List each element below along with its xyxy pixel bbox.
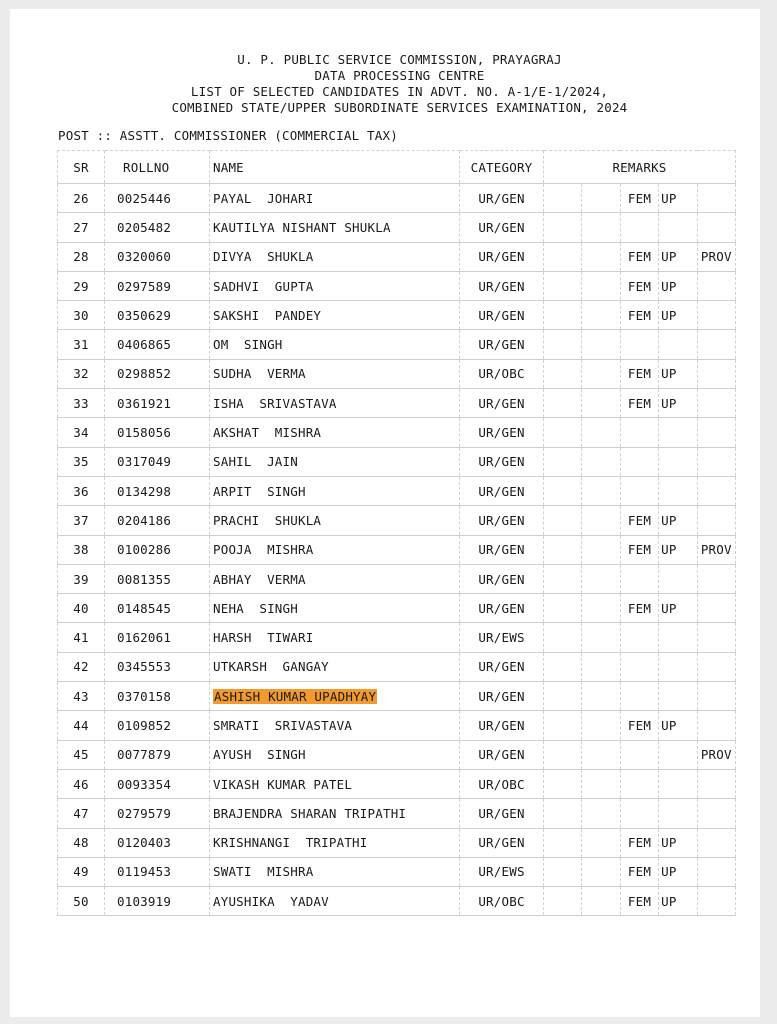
category-cell: UR/OBC <box>460 887 544 916</box>
remarks-up-cell: UP <box>659 887 697 916</box>
remarks-fem-cell: FEM <box>620 301 658 330</box>
sr-cell: 39 <box>58 564 105 593</box>
remarks-blank-cell <box>544 301 582 330</box>
remarks-fem-cell <box>620 740 658 769</box>
candidate-name: AYUSHIKA YADAV <box>213 893 329 909</box>
remarks-prov-cell <box>697 271 735 300</box>
remarks-blank-cell <box>544 447 582 476</box>
remarks-blank-cell <box>544 476 582 505</box>
remarks-up-cell <box>659 447 697 476</box>
sr-cell: 26 <box>58 184 105 213</box>
remarks-blank-cell <box>582 564 620 593</box>
table-row <box>58 887 736 916</box>
remarks-prov-cell <box>697 799 735 828</box>
remarks-fem-cell <box>620 682 658 711</box>
remarks-up-cell <box>659 652 697 681</box>
sr-cell: 43 <box>58 682 105 711</box>
name-cell <box>210 389 460 418</box>
candidate-name: DIVYA SHUKLA <box>213 249 314 265</box>
remarks-blank-cell <box>582 828 620 857</box>
remarks-prov-cell <box>697 330 735 359</box>
remarks-up-cell: UP <box>659 359 697 388</box>
candidate-name: HARSH TIWARI <box>213 630 314 646</box>
remarks-blank-cell <box>544 652 582 681</box>
sr-cell: 50 <box>58 887 105 916</box>
name-cell <box>210 184 460 213</box>
rollno-cell: 0298852 <box>105 359 210 388</box>
remarks-fem-cell <box>620 652 658 681</box>
remarks-prov-cell <box>697 652 735 681</box>
exam-title: COMBINED STATE/UPPER SUBORDINATE SERVICES EXAMINATION, 2024 <box>171 100 628 115</box>
remarks-blank-cell <box>544 330 582 359</box>
table-row <box>58 740 736 769</box>
sr-cell: 48 <box>58 828 105 857</box>
remarks-fem-cell: FEM <box>620 389 658 418</box>
rollno-cell: 0297589 <box>105 271 210 300</box>
remarks-blank-cell <box>582 476 620 505</box>
remarks-up-cell: UP <box>659 184 697 213</box>
candidate-name: SWATI MISHRA <box>213 864 314 880</box>
remarks-blank-cell <box>582 887 620 916</box>
candidate-name: SAKSHI PANDEY <box>213 307 322 323</box>
remarks-blank-cell <box>544 887 582 916</box>
name-cell <box>210 359 460 388</box>
remarks-fem-cell: FEM <box>620 535 658 564</box>
table-row <box>58 799 736 828</box>
remarks-fem-cell <box>620 769 658 798</box>
remarks-up-cell: UP <box>659 301 697 330</box>
candidate-name: ABHAY VERMA <box>213 571 306 587</box>
remarks-prov-cell <box>697 389 735 418</box>
rollno-cell: 0100286 <box>105 535 210 564</box>
category-cell: UR/GEN <box>460 535 544 564</box>
table-row <box>58 330 736 359</box>
candidate-name: PAYAL JOHARI <box>213 190 314 206</box>
remarks-blank-cell <box>582 184 620 213</box>
table-row <box>58 213 736 242</box>
candidate-name: AKSHAT MISHRA <box>213 425 322 441</box>
table-row <box>58 564 736 593</box>
table-header-row <box>58 151 736 184</box>
remarks-blank-cell <box>582 652 620 681</box>
remarks-fem-cell: FEM <box>620 359 658 388</box>
remarks-fem-cell: FEM <box>620 184 658 213</box>
table-row <box>58 828 736 857</box>
sr-cell: 42 <box>58 652 105 681</box>
remarks-blank-cell <box>544 799 582 828</box>
name-cell <box>210 652 460 681</box>
rollno-cell: 0204186 <box>105 506 210 535</box>
category-cell: UR/GEN <box>460 213 544 242</box>
remarks-up-cell: UP <box>659 535 697 564</box>
candidate-name: POOJA MISHRA <box>213 542 314 558</box>
category-cell: UR/GEN <box>460 594 544 623</box>
remarks-fem-cell <box>620 476 658 505</box>
remarks-blank-cell <box>544 271 582 300</box>
remarks-prov-cell <box>697 213 735 242</box>
sr-cell: 28 <box>58 242 105 271</box>
remarks-blank-cell <box>582 242 620 271</box>
table-row <box>58 594 736 623</box>
rollno-cell: 0109852 <box>105 711 210 740</box>
category-cell: UR/GEN <box>460 652 544 681</box>
remarks-prov-cell: PROV <box>697 740 735 769</box>
candidate-name: VIKASH KUMAR PATEL <box>213 776 353 792</box>
candidate-name: ISHA SRIVASTAVA <box>213 395 337 411</box>
name-cell <box>210 711 460 740</box>
rollno-cell: 0148545 <box>105 594 210 623</box>
sr-cell: 47 <box>58 799 105 828</box>
remarks-fem-cell <box>620 213 658 242</box>
remarks-blank-cell <box>544 769 582 798</box>
name-cell <box>210 857 460 886</box>
name-cell <box>210 418 460 447</box>
rollno-cell: 0345553 <box>105 652 210 681</box>
remarks-up-cell: UP <box>659 242 697 271</box>
name-cell <box>210 740 460 769</box>
remarks-up-cell <box>659 564 697 593</box>
remarks-up-cell: UP <box>659 271 697 300</box>
rollno-cell: 0320060 <box>105 242 210 271</box>
remarks-blank-cell <box>544 242 582 271</box>
remarks-fem-cell <box>620 330 658 359</box>
sr-cell: 30 <box>58 301 105 330</box>
sr-cell: 34 <box>58 418 105 447</box>
remarks-prov-cell: PROV <box>697 535 735 564</box>
name-cell <box>210 506 460 535</box>
rollno-cell: 0350629 <box>105 301 210 330</box>
sr-cell: 41 <box>58 623 105 652</box>
category-cell: UR/EWS <box>460 623 544 652</box>
sr-cell: 29 <box>58 271 105 300</box>
remarks-blank-cell <box>582 535 620 564</box>
category-cell: UR/GEN <box>460 476 544 505</box>
table-row <box>58 389 736 418</box>
remarks-prov-cell <box>697 857 735 886</box>
remarks-blank-cell <box>544 389 582 418</box>
candidate-name: SMRATI SRIVASTAVA <box>213 717 353 733</box>
remarks-prov-cell <box>697 711 735 740</box>
rollno-cell: 0406865 <box>105 330 210 359</box>
name-cell <box>210 271 460 300</box>
remarks-blank-cell <box>582 418 620 447</box>
table-row <box>58 447 736 476</box>
remarks-fem-cell <box>620 418 658 447</box>
sr-cell: 46 <box>58 769 105 798</box>
remarks-blank-cell <box>544 828 582 857</box>
sr-cell: 44 <box>58 711 105 740</box>
remarks-blank-cell <box>582 301 620 330</box>
category-cell: UR/GEN <box>460 330 544 359</box>
remarks-up-cell <box>659 799 697 828</box>
category-cell: UR/GEN <box>460 682 544 711</box>
category-cell: UR/GEN <box>460 418 544 447</box>
name-cell <box>210 887 460 916</box>
remarks-fem-cell: FEM <box>620 271 658 300</box>
remarks-prov-cell <box>697 682 735 711</box>
remarks-blank-cell <box>582 857 620 886</box>
candidate-name: PRACHI SHUKLA <box>213 512 322 528</box>
remarks-blank-cell <box>544 682 582 711</box>
remarks-blank-cell <box>582 213 620 242</box>
remarks-blank-cell <box>582 769 620 798</box>
remarks-fem-cell: FEM <box>620 828 658 857</box>
candidate-name: AYUSH SINGH <box>213 747 306 763</box>
table-row <box>58 535 736 564</box>
sr-cell: 32 <box>58 359 105 388</box>
candidate-name: BRAJENDRA SHARAN TRIPATHI <box>213 805 407 821</box>
candidate-name: SAHIL JAIN <box>213 454 298 470</box>
remarks-up-cell <box>659 682 697 711</box>
candidate-name: UTKARSH GANGAY <box>213 659 329 675</box>
remarks-prov-cell: PROV <box>697 242 735 271</box>
remarks-blank-cell <box>582 359 620 388</box>
remarks-up-cell: UP <box>659 857 697 886</box>
sr-cell: 37 <box>58 506 105 535</box>
remarks-prov-cell <box>697 594 735 623</box>
document-header <box>0 52 777 116</box>
remarks-blank-cell <box>582 623 620 652</box>
category-cell: UR/GEN <box>460 799 544 828</box>
name-cell <box>210 564 460 593</box>
remarks-up-cell <box>659 769 697 798</box>
table-row <box>58 857 736 886</box>
name-cell <box>210 623 460 652</box>
centre-title: DATA PROCESSING CENTRE <box>314 68 485 83</box>
list-title: LIST OF SELECTED CANDIDATES IN ADVT. NO. A-1/E-1/2024, <box>190 84 609 99</box>
remarks-blank-cell <box>582 711 620 740</box>
remarks-up-cell <box>659 740 697 769</box>
category-cell: UR/GEN <box>460 242 544 271</box>
column-header-category: CATEGORY <box>460 151 544 184</box>
rollno-cell: 0103919 <box>105 887 210 916</box>
remarks-up-cell: UP <box>659 594 697 623</box>
category-cell: UR/EWS <box>460 857 544 886</box>
remarks-blank-cell <box>582 506 620 535</box>
remarks-blank-cell <box>544 418 582 447</box>
remarks-blank-cell <box>544 594 582 623</box>
name-cell <box>210 301 460 330</box>
remarks-fem-cell <box>620 564 658 593</box>
candidate-name: OM SINGH <box>213 337 283 353</box>
rollno-cell: 0081355 <box>105 564 210 593</box>
name-cell <box>210 476 460 505</box>
remarks-blank-cell <box>582 330 620 359</box>
post-title: POST :: ASSTT. COMMISSIONER (COMMERCIAL TAX) <box>58 128 398 143</box>
name-cell <box>210 769 460 798</box>
candidates-table <box>57 150 736 916</box>
category-cell: UR/GEN <box>460 564 544 593</box>
remarks-up-cell <box>659 476 697 505</box>
remarks-blank-cell <box>544 213 582 242</box>
remarks-prov-cell <box>697 301 735 330</box>
rollno-cell: 0025446 <box>105 184 210 213</box>
remarks-fem-cell: FEM <box>620 506 658 535</box>
remarks-prov-cell <box>697 564 735 593</box>
table-row <box>58 769 736 798</box>
remarks-blank-cell <box>582 799 620 828</box>
table-row <box>58 476 736 505</box>
rollno-cell: 0119453 <box>105 857 210 886</box>
name-cell <box>210 682 460 711</box>
name-cell <box>210 594 460 623</box>
remarks-up-cell <box>659 418 697 447</box>
category-cell: UR/GEN <box>460 271 544 300</box>
name-cell <box>210 447 460 476</box>
table-row <box>58 271 736 300</box>
column-header-rollno: ROLLNO <box>105 151 210 184</box>
table-row <box>58 242 736 271</box>
sr-cell: 49 <box>58 857 105 886</box>
remarks-prov-cell <box>697 769 735 798</box>
table-row <box>58 418 736 447</box>
table-row <box>58 301 736 330</box>
category-cell: UR/GEN <box>460 447 544 476</box>
sr-cell: 40 <box>58 594 105 623</box>
remarks-up-cell: UP <box>659 711 697 740</box>
remarks-prov-cell <box>697 447 735 476</box>
remarks-blank-cell <box>544 359 582 388</box>
rollno-cell: 0134298 <box>105 476 210 505</box>
category-cell: UR/GEN <box>460 828 544 857</box>
rollno-cell: 0370158 <box>105 682 210 711</box>
remarks-blank-cell <box>544 857 582 886</box>
remarks-fem-cell: FEM <box>620 857 658 886</box>
remarks-blank-cell <box>544 535 582 564</box>
column-header-name: NAME <box>210 151 460 184</box>
remarks-up-cell: UP <box>659 506 697 535</box>
remarks-fem-cell <box>620 447 658 476</box>
candidate-name: NEHA SINGH <box>213 600 298 616</box>
remarks-blank-cell <box>544 184 582 213</box>
table-row <box>58 623 736 652</box>
rollno-cell: 0361921 <box>105 389 210 418</box>
name-cell <box>210 828 460 857</box>
remarks-blank-cell <box>582 594 620 623</box>
rollno-cell: 0077879 <box>105 740 210 769</box>
remarks-prov-cell <box>697 623 735 652</box>
name-cell <box>210 242 460 271</box>
rollno-cell: 0205482 <box>105 213 210 242</box>
remarks-prov-cell <box>697 359 735 388</box>
category-cell: UR/GEN <box>460 184 544 213</box>
remarks-prov-cell <box>697 418 735 447</box>
category-cell: UR/GEN <box>460 740 544 769</box>
rollno-cell: 0158056 <box>105 418 210 447</box>
remarks-up-cell: UP <box>659 389 697 418</box>
remarks-blank-cell <box>544 506 582 535</box>
remarks-fem-cell: FEM <box>620 242 658 271</box>
candidate-name: SUDHA VERMA <box>213 366 306 382</box>
rollno-cell: 0317049 <box>105 447 210 476</box>
table-body <box>58 184 736 916</box>
column-header-sr: SR <box>58 151 105 184</box>
table-row <box>58 184 736 213</box>
table-row <box>58 359 736 388</box>
remarks-blank-cell <box>582 740 620 769</box>
remarks-fem-cell: FEM <box>620 711 658 740</box>
remarks-prov-cell <box>697 476 735 505</box>
highlighted-candidate-name: ASHISH KUMAR UPADHYAY <box>214 688 377 704</box>
remarks-fem-cell <box>620 799 658 828</box>
remarks-blank-cell <box>544 711 582 740</box>
sr-cell: 27 <box>58 213 105 242</box>
table-row <box>58 711 736 740</box>
remarks-up-cell <box>659 623 697 652</box>
rollno-cell: 0279579 <box>105 799 210 828</box>
remarks-up-cell: UP <box>659 828 697 857</box>
category-cell: UR/GEN <box>460 389 544 418</box>
candidate-name: KRISHNANGI TRIPATHI <box>213 835 368 851</box>
commission-title: U. P. PUBLIC SERVICE COMMISSION, PRAYAGRAJ <box>237 52 562 67</box>
table-row <box>58 652 736 681</box>
category-cell: UR/GEN <box>460 301 544 330</box>
category-cell: UR/OBC <box>460 769 544 798</box>
table-row <box>58 506 736 535</box>
category-cell: UR/GEN <box>460 506 544 535</box>
remarks-prov-cell <box>697 828 735 857</box>
category-cell: UR/OBC <box>460 359 544 388</box>
rollno-cell: 0093354 <box>105 769 210 798</box>
name-cell <box>210 330 460 359</box>
candidate-name: SADHVI GUPTA <box>213 278 314 294</box>
remarks-up-cell <box>659 213 697 242</box>
sr-cell: 36 <box>58 476 105 505</box>
remarks-fem-cell <box>620 623 658 652</box>
name-cell <box>210 799 460 828</box>
remarks-up-cell <box>659 330 697 359</box>
remarks-prov-cell <box>697 184 735 213</box>
remarks-prov-cell <box>697 506 735 535</box>
candidate-name: KAUTILYA NISHANT SHUKLA <box>213 219 391 235</box>
sr-cell: 31 <box>58 330 105 359</box>
remarks-blank-cell <box>582 447 620 476</box>
remarks-blank-cell <box>582 271 620 300</box>
candidate-name: ARPIT SINGH <box>213 483 306 499</box>
remarks-blank-cell <box>544 623 582 652</box>
sr-cell: 45 <box>58 740 105 769</box>
remarks-blank-cell <box>544 740 582 769</box>
rollno-cell: 0120403 <box>105 828 210 857</box>
remarks-blank-cell <box>582 682 620 711</box>
remarks-prov-cell <box>697 887 735 916</box>
sr-cell: 38 <box>58 535 105 564</box>
sr-cell: 35 <box>58 447 105 476</box>
remarks-fem-cell: FEM <box>620 887 658 916</box>
table-row <box>58 682 736 711</box>
remarks-fem-cell: FEM <box>620 594 658 623</box>
rollno-cell: 0162061 <box>105 623 210 652</box>
name-cell <box>210 535 460 564</box>
sr-cell: 33 <box>58 389 105 418</box>
remarks-blank-cell <box>544 564 582 593</box>
category-cell: UR/GEN <box>460 711 544 740</box>
remarks-blank-cell <box>582 389 620 418</box>
column-header-remarks: REMARKS <box>544 151 736 184</box>
name-cell <box>210 213 460 242</box>
